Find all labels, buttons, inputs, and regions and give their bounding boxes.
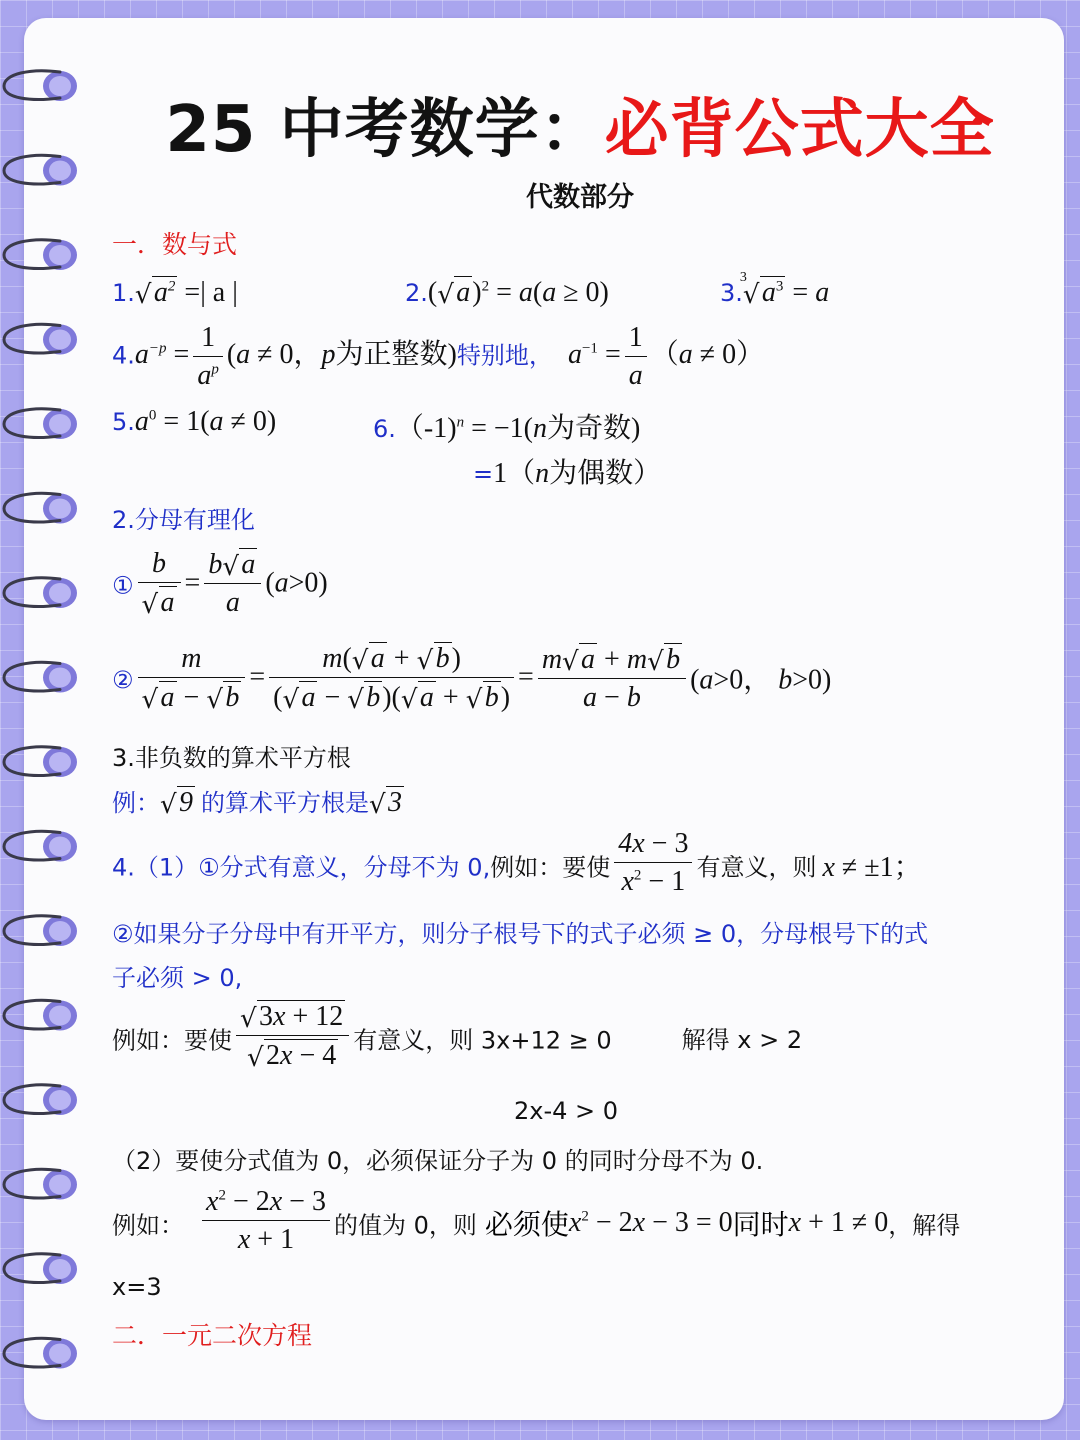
formula-6-equals: = [473,460,494,488]
formula-6-even-text: 为偶数 [549,458,634,489]
fraction-zero-need: 必须使 [484,1209,569,1241]
fraction-zero-rule: （2）要使分式值为 0，必须保证分子为 0 的同时分母不为 0. [112,1147,764,1175]
fraction-rule-1-text: 4.（1）①分式有意义，分母不为 0, [112,853,491,882]
section-heading-quadratic: 二．一元二次方程 [112,1321,313,1350]
title-highlight: 必背公式大全 [604,92,995,167]
formula-6-odd: 为奇数 [546,413,631,444]
page-subtitle: 代数部分 [526,182,634,213]
fraction-rule-2-line-1: ②如果分子分母中有开平方，则分子根号下的式子必须 ≥ 0，分母根号下的式 [112,920,929,948]
example-label: 例如： [112,1211,184,1240]
formula-number: 5. [112,408,135,436]
formula-number: 1. [112,279,135,307]
formula-4: $4.a^{-p}$ = $\frac{1}{a^p}$ (a ≠ 0，p为正整数)特别地， $a^{-1}$ = $\frac{1}{a}$ （a ≠ 0） [112,322,765,391]
circle-number-1: ① [112,571,134,600]
example-label: 例如：要使 [112,1026,232,1055]
fraction-rule-2-line-2: 子必须 > 0, [112,964,243,992]
fraction-rule-2-result: 解得 x > 2 [681,1026,803,1055]
fraction-rule-1-example: 例如：要使 [490,853,611,882]
fraction-rule-1: 4.（1）①分式有意义，分母不为 0,例如：要使 $\frac{4x - 3}{x^2 - 1}$ 有意义，则 x ≠ ±1； [112,828,922,897]
formula-number: 4. [112,341,135,370]
title-prefix: 25 中考数学： [165,93,605,167]
fraction-rule-2-condition-1: 有意义，则 3x+12 ≥ 0 [353,1026,612,1055]
formula-number: 6. [373,415,396,443]
formula-6-even: =1（n为偶数） [473,458,662,489]
fraction-zero-text: 的值为 0，则 [333,1211,477,1240]
rationalize-formula-1: ① b √ a = b √ a a (a>0) [112,548,328,620]
formula-5: $5.a^0 = 1(a \ne 0)$ [112,406,277,437]
fraction-zero-answer: x=3 [112,1273,162,1301]
formula-4-special: 特别地， [456,341,553,370]
sqrt-example: 例： √ 9 的算术平方根是 √ 3 [112,787,402,820]
fraction-rule-2-example: 例如：要使 √ 3x + 12 √ 2x − 4 有意义，则 3x+12 ≥ 0 解得 x > 2 [112,1001,803,1073]
sqrt-heading: 3.非负数的算术平方根 [112,744,351,772]
formula-2: 2.( √ a)$^2$ = a(a ≥ 0) [405,277,609,310]
page-title [0,78,1080,170]
formula-1: 1. √ $a^2$ =| a | [112,277,238,310]
formula-4-condition: 为正整数 [335,339,448,371]
formula-number: 3. [720,279,743,307]
fraction-zero-example: 例如： $\frac{x^2 - 2x - 3}{x + 1}$ 的值为 0，则 必须使$x^2 - 2x - 3 = 0$同时x + 1 ≠ 0，解得 [112,1186,961,1255]
formula-3: 3. 3 √ $a^3 = a$ [720,270,830,310]
fraction-zero-solve: ，解得 [888,1211,961,1240]
example-label: 例： [112,789,160,817]
formula-number: 2. [405,279,428,307]
rationalize-formula-2: ② m √ a − √ b = m( √ a + √ b) ( √ a − √ b)( √ a + √ b) = m √ a + m √ b a − b (a>0， b>0) [112,642,832,715]
fraction-zero-same-time: 同时 [732,1209,789,1241]
formula-6: 6.（-1)$^n$ = −1(n为奇数) [373,413,641,444]
rationalize-heading: 2.分母有理化 [112,506,255,534]
section-heading-numbers: 一．数与式 [112,230,238,259]
fraction-rule-2-condition-2: 2x-4 > 0 [514,1097,619,1125]
sqrt-example-text: 的算术平方根是 [201,789,369,817]
fraction-rule-1-meaning: 有意义，则 [696,853,817,882]
circle-number-2: ② [112,665,134,694]
